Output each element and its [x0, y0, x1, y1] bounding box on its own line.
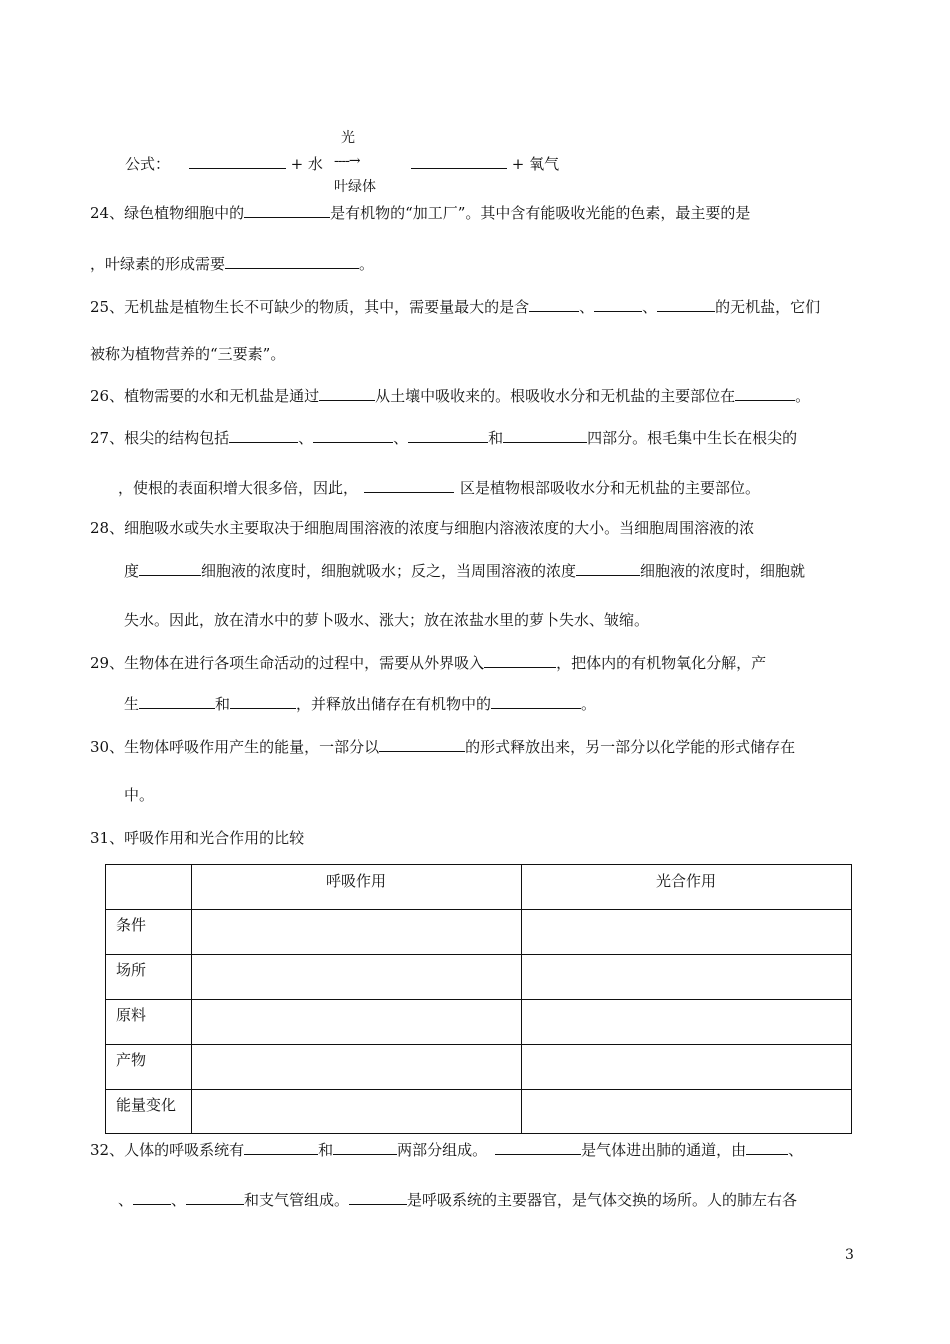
q32-and: 和	[318, 1141, 334, 1159]
q27-line2	[118, 477, 760, 498]
q24-text-a: 24、绿色植物细胞中的	[90, 204, 245, 222]
table-hline-5	[106, 1089, 851, 1090]
table-row-label-condition: 条件	[116, 916, 147, 934]
q32-text-d: 、	[788, 1141, 804, 1159]
q27-and: 和	[488, 429, 504, 447]
q30-text-b: 的形式释放出来，另一部分以化学能的形式储存在	[465, 738, 796, 756]
q27-text-b: 四部分。根毛集中生长在根尖的	[587, 429, 798, 447]
q31-title: 31、呼吸作用和光合作用的比较	[90, 829, 305, 847]
q24-line2	[90, 253, 374, 274]
q26-blank-1[interactable]	[319, 385, 375, 401]
q32-blank-7[interactable]	[349, 1189, 407, 1205]
q25-sep-2: 、	[642, 298, 658, 316]
q29-line2	[124, 693, 596, 714]
q29-text-c: 生	[124, 695, 140, 713]
q27-sep-2: 、	[393, 429, 409, 447]
formula-chloroplast-label: 叶绿体	[334, 179, 376, 195]
q25-blank-3[interactable]	[657, 296, 715, 312]
q32-blank-2[interactable]	[333, 1139, 397, 1155]
q29-blank-4[interactable]	[491, 693, 581, 709]
formula-water-term: + 水	[290, 155, 323, 173]
q32-blank-1[interactable]	[244, 1139, 318, 1155]
q27-blank-4[interactable]	[503, 427, 587, 443]
formula-light-label: 光	[341, 130, 355, 146]
formula-right	[411, 153, 559, 174]
q25-line2: 被称为植物营养的“三要素”。	[90, 345, 286, 363]
q27-blank-2[interactable]	[313, 427, 393, 443]
q29-text-d: ，并释放出储存在有机物中的	[296, 695, 492, 713]
table-hline-1	[106, 909, 851, 910]
formula-oxygen-term: + 氧气	[511, 155, 560, 173]
q25-blank-1[interactable]	[529, 296, 579, 312]
q27-sep-1: 、	[298, 429, 314, 447]
q32-text-f: 和支气管组成。	[244, 1191, 350, 1209]
q25-blank-2[interactable]	[594, 296, 642, 312]
q32-text-b: 两部分组成。	[397, 1141, 488, 1159]
q29-line1	[90, 652, 766, 673]
q28-blank-1[interactable]	[139, 560, 201, 576]
q24-blank-2[interactable]	[225, 253, 359, 269]
q28-text-a: 度	[124, 562, 140, 580]
table-header-photosynthesis: 光合作用	[656, 872, 717, 890]
formula-line	[125, 153, 323, 174]
q25-line1	[90, 296, 820, 317]
q26-text-b: 从土壤中吸收来的。根吸收水分和无机盐的主要部位在	[375, 387, 736, 405]
q32-text-g: 是呼吸系统的主要器官，是气体交换的场所。人的肺左右各	[407, 1191, 798, 1209]
q27-blank-3[interactable]	[408, 427, 488, 443]
table-row-label-location: 场所	[116, 961, 147, 979]
q29-text-e: 。	[581, 695, 597, 713]
q30-text-a: 30、生物体呼吸作用产生的能量，一部分以	[90, 738, 380, 756]
q25-text-a: 25、无机盐是植物生长不可缺少的物质，其中，需要量最大的是含	[90, 298, 530, 316]
q30-blank-1[interactable]	[379, 736, 465, 752]
q24-line1	[90, 202, 750, 223]
q26-blank-2[interactable]	[735, 385, 795, 401]
q32-text-e: 、	[118, 1191, 134, 1209]
formula-blank-1[interactable]	[189, 153, 286, 169]
q29-blank-3[interactable]	[230, 693, 296, 709]
q26-line	[90, 385, 810, 406]
q30-line2: 中。	[124, 786, 155, 804]
q32-blank-5[interactable]	[133, 1189, 171, 1205]
q27-blank-5[interactable]	[364, 477, 454, 493]
table-hline-2	[106, 954, 851, 955]
q28-text-b: 细胞液的浓度时，细胞就吸水；反之，当周围溶液的浓度	[201, 562, 577, 580]
q32-text-c: 是气体进出肺的通道，由	[581, 1141, 747, 1159]
q28-line3: 失水。因此，放在清水中的萝卜吸水、涨大；放在浓盐水里的萝卜失水、皱缩。	[124, 611, 650, 629]
q32-line2	[118, 1189, 797, 1210]
q32-line1	[90, 1139, 803, 1160]
q24-text-b: 是有机物的“加工厂”。其中含有能吸收光能的色素，最主要的是	[330, 204, 751, 222]
q28-blank-2[interactable]	[576, 560, 640, 576]
q26-text-a: 26、植物需要的水和无机盐是通过	[90, 387, 320, 405]
table-row-label-energy: 能量变化	[116, 1096, 177, 1114]
q27-text-d: 区是植物根部吸收水分和无机盐的主要部位。	[460, 479, 761, 497]
q25-sep-1: 、	[579, 298, 595, 316]
q28-line1: 28、细胞吸水或失水主要取决于细胞周围溶液的浓度与细胞内溶液浓度的大小。当细胞周围溶液的浓	[90, 519, 755, 537]
formula-arrow: ----→	[334, 153, 360, 169]
q29-blank-2[interactable]	[139, 693, 215, 709]
q29-text-b: ，把体内的有机物氧化分解，产	[556, 654, 767, 672]
comparison-table	[105, 864, 852, 1134]
q32-blank-3[interactable]	[495, 1139, 581, 1155]
q24-blank-1[interactable]	[244, 202, 330, 218]
table-hline-4	[106, 1044, 851, 1045]
q28-text-c: 细胞液的浓度时，细胞就	[640, 562, 806, 580]
table-hline-3	[106, 999, 851, 1000]
page-number: 3	[845, 1247, 854, 1263]
q30-line1	[90, 736, 795, 757]
q24-text-c: ，叶绿素的形成需要	[90, 255, 226, 273]
q27-text-a: 27、根尖的结构包括	[90, 429, 230, 447]
q29-text-a: 29、生物体在进行各项生命活动的过程中，需要从外界吸入	[90, 654, 485, 672]
q28-line2	[124, 560, 805, 581]
q32-text-a: 32、人体的呼吸系统有	[90, 1141, 245, 1159]
q29-blank-1[interactable]	[484, 652, 556, 668]
table-row-label-materials: 原料	[116, 1006, 147, 1024]
q32-blank-6[interactable]	[186, 1189, 244, 1205]
q27-text-c: ，使根的表面积增大很多倍，因此，	[118, 479, 359, 497]
formula-label: 公式：	[125, 155, 171, 173]
q24-text-d: 。	[359, 255, 375, 273]
q25-text-b: 的无机盐，它们	[715, 298, 821, 316]
formula-blank-2[interactable]	[411, 153, 507, 169]
q32-sep: 、	[171, 1191, 187, 1209]
q29-and: 和	[215, 695, 231, 713]
q27-line1	[90, 427, 797, 448]
q27-blank-1[interactable]	[229, 427, 298, 443]
q32-blank-4[interactable]	[746, 1139, 788, 1155]
table-row-label-products: 产物	[116, 1051, 147, 1069]
q26-text-c: 。	[795, 387, 811, 405]
table-header-respiration: 呼吸作用	[326, 872, 387, 890]
